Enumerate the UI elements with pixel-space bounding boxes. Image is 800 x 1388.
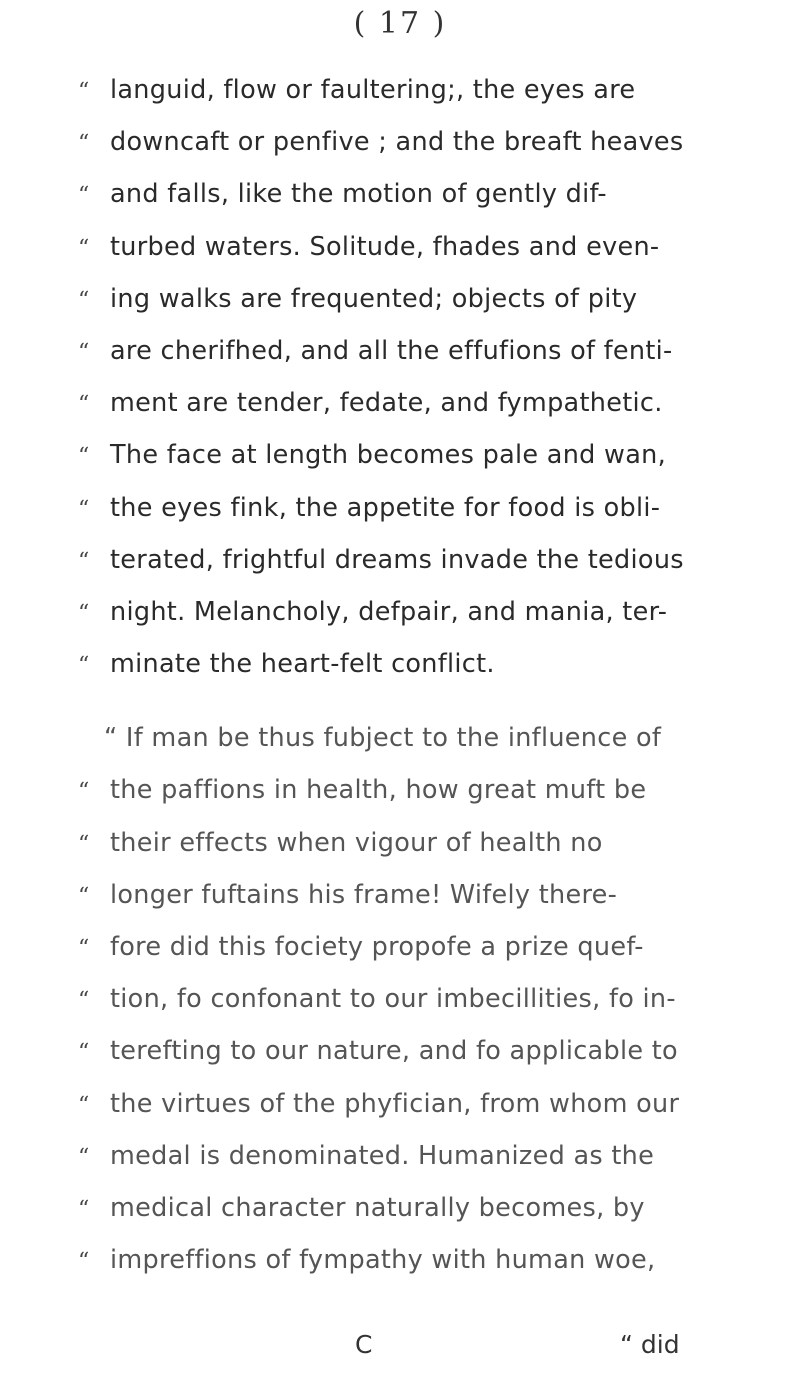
line-text — [104, 718, 661, 758]
line-content: If man be thus fubject to the influence of — [125, 723, 662, 754]
text-line — [78, 1188, 758, 1240]
line-text: tion, fo confonant to our imbecillities, fo in- — [110, 984, 676, 1015]
line-text: night. Melancholy, defpair, and mania, ter- — [110, 596, 668, 627]
quote-mark: “ — [104, 723, 118, 754]
quote-mark: “ — [78, 339, 90, 365]
line-text: ing walks are frequented; objects of pity — [110, 283, 638, 314]
text-line — [78, 174, 758, 226]
quote-mark: “ — [78, 653, 90, 679]
text-line — [78, 592, 758, 644]
text-line — [78, 1136, 758, 1188]
quote-mark: “ — [78, 444, 90, 470]
quote-mark: “ — [78, 988, 90, 1014]
quote-mark: “ — [78, 600, 90, 626]
quote-mark: “ — [78, 831, 90, 857]
text-line — [78, 718, 758, 770]
line-text: ment are tender, fedate, and fympathetic. — [110, 388, 663, 419]
text-line — [78, 70, 758, 122]
text-line — [78, 1240, 758, 1292]
text-line — [78, 488, 758, 540]
text-line — [78, 435, 758, 487]
line-text: fore did this fociety propofe a prize quef- — [110, 932, 644, 962]
line-text: terefting to our nature, and fo applicable to — [110, 1036, 678, 1067]
line-text: The face at length becomes pale and wan, — [110, 440, 667, 471]
line-text: and falls, like the motion of gently dif- — [110, 179, 607, 210]
line-text: minate the heart-felt conflict. — [110, 649, 495, 680]
quote-mark: “ — [78, 79, 90, 104]
text-line — [78, 927, 758, 979]
quote-mark: “ — [78, 1144, 90, 1170]
line-text: languid, flow or faultering;, the eyes are — [110, 75, 636, 105]
quote-mark: “ — [78, 1092, 90, 1118]
quote-mark: “ — [78, 496, 90, 522]
text-line — [78, 122, 758, 174]
text-line — [78, 823, 758, 875]
line-text: terated, frightful dreams invade the tedious — [110, 544, 684, 575]
quote-mark: “ — [78, 235, 90, 261]
signature-mark: C — [355, 1330, 373, 1359]
quote-mark: “ — [78, 392, 90, 418]
line-text: medical character naturally becomes, by — [110, 1192, 645, 1223]
quote-mark: “ — [78, 1196, 90, 1222]
text-line — [78, 279, 758, 331]
quote-mark: “ — [78, 287, 90, 313]
text-line — [78, 227, 758, 279]
page-number: ( 17 ) — [353, 6, 447, 41]
text-line — [78, 331, 758, 383]
catchword: “ did — [620, 1330, 680, 1359]
line-text: medal is denominated. Humanized as the — [110, 1140, 655, 1171]
line-text: are cherifhed, and all the effufions of fenti- — [110, 335, 673, 366]
quote-mark: “ — [78, 131, 90, 157]
line-text: the eyes fink, the appetite for food is obli- — [110, 492, 661, 523]
line-text: the paffions in health, how great muft be — [110, 775, 647, 806]
quote-mark: “ — [78, 548, 90, 574]
line-text: turbed waters. Solitude, fhades and even- — [110, 231, 660, 262]
text-line — [78, 979, 758, 1031]
text-line — [78, 1084, 758, 1136]
line-text: longer fuftains his frame! Wifely there- — [110, 879, 618, 910]
text-line — [78, 875, 758, 927]
text-line — [78, 383, 758, 435]
text-line — [78, 770, 758, 822]
quote-mark: “ — [78, 779, 90, 805]
line-text: the virtues of the phyfician, from whom our — [110, 1088, 680, 1119]
text-line — [78, 644, 758, 696]
text-block — [78, 70, 758, 1292]
quote-mark: “ — [78, 183, 90, 209]
paragraph-gap — [78, 696, 758, 718]
quote-mark: “ — [78, 1040, 90, 1066]
line-text: impreffions of fympathy with human woe, — [110, 1245, 656, 1276]
text-line — [78, 1031, 758, 1083]
text-line — [78, 540, 758, 592]
quote-mark: “ — [78, 1249, 90, 1275]
quote-mark: “ — [78, 883, 90, 909]
line-text: their effects when vigour of health no — [110, 827, 603, 858]
quote-mark: “ — [78, 936, 90, 961]
line-text: downcaft or penfive ; and the breaft heaves — [110, 127, 684, 158]
